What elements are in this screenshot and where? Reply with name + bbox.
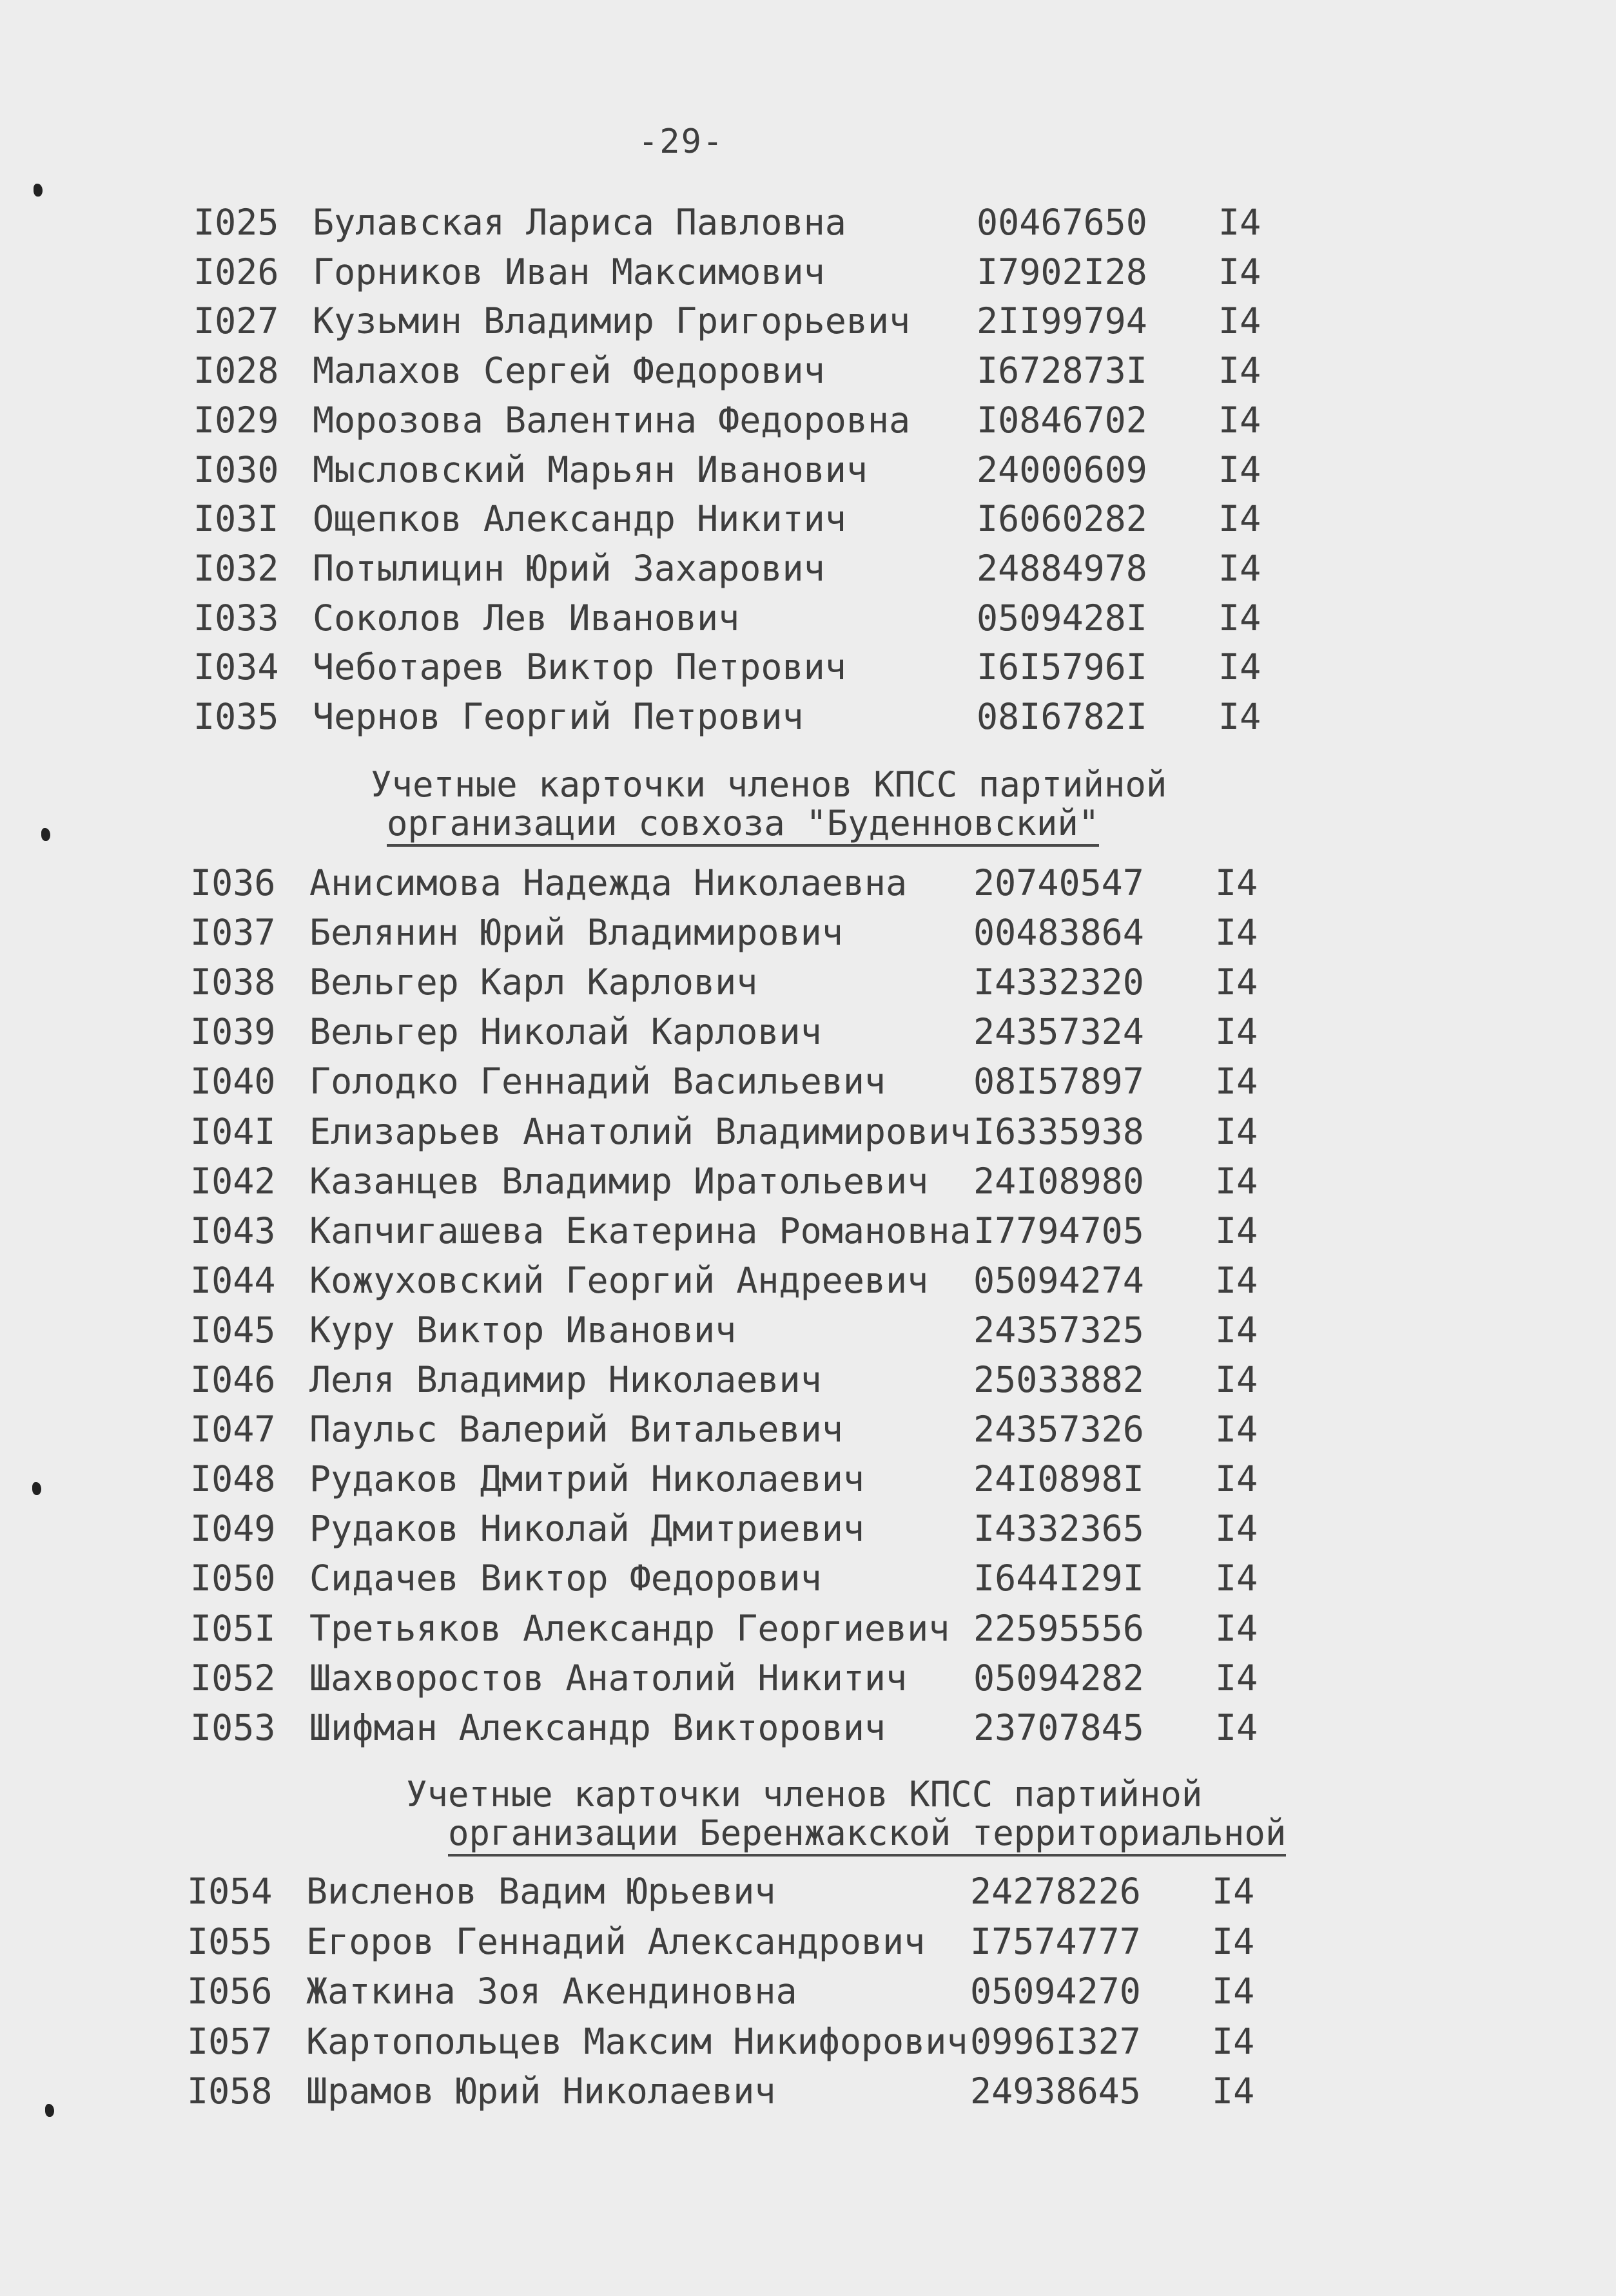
party-card-number: 24884978	[977, 547, 1147, 589]
category-code: I4	[1215, 1110, 1258, 1152]
party-card-number: 0509428I	[977, 597, 1147, 639]
row-number: I046	[190, 1359, 276, 1400]
member-name: Паульс Валерий Витальевич	[309, 1409, 843, 1451]
row-number: I035	[193, 696, 279, 737]
row-number: I025	[193, 202, 279, 243]
member-name: Булавская Лариса Павловна	[313, 202, 846, 243]
row-number: I057	[187, 2020, 273, 2062]
category-code: I4	[1212, 1920, 1255, 1962]
page-number: -29-	[638, 122, 725, 161]
member-name: Рудаков Николай Дмитриевич	[309, 1508, 864, 1550]
section-heading	[0, 766, 1167, 847]
row-number: I050	[190, 1558, 276, 1599]
party-card-number: I7574777	[970, 1920, 1141, 1962]
member-name: Анисимова Надежда Николаевна	[309, 862, 908, 903]
member-name: Рудаков Дмитрий Николаевич	[309, 1458, 864, 1500]
section-heading-line: Учетные карточки членов КПСС партийной	[406, 1774, 1203, 1815]
member-name: Ощепков Александр Никитич	[313, 498, 846, 540]
section-heading-line: организации совхоза "Буденновский"	[387, 804, 1099, 847]
member-name: Чеботарев Виктор Петрович	[313, 646, 846, 688]
category-code: I4	[1218, 597, 1261, 639]
member-name: Шрамов Юрий Николаевич	[306, 2070, 776, 2112]
category-code: I4	[1215, 1061, 1258, 1103]
category-code: I4	[1215, 1607, 1258, 1649]
category-code: I4	[1212, 2070, 1255, 2112]
row-number: I055	[187, 1920, 273, 1962]
row-number: I056	[187, 1971, 273, 2012]
party-card-number: 05094274	[973, 1259, 1144, 1301]
row-number: I033	[193, 597, 279, 639]
category-code: I4	[1215, 1359, 1258, 1400]
member-name: Шифман Александр Викторович	[309, 1706, 886, 1748]
category-code: I4	[1212, 1971, 1255, 2012]
party-card-number: I4332365	[973, 1508, 1144, 1550]
member-name: Вельгер Карл Карлович	[309, 961, 758, 1003]
category-code: I4	[1215, 1657, 1258, 1699]
member-name: Горников Иван Максимович	[313, 251, 825, 293]
category-code: I4	[1215, 1309, 1258, 1351]
party-card-number: I6I5796I	[977, 646, 1147, 688]
member-name: Шахворостов Анатолий Никитич	[309, 1657, 908, 1699]
member-name: Елизарьев Анатолий Владимирович	[309, 1110, 971, 1152]
row-number: I052	[190, 1657, 276, 1699]
category-code: I4	[1215, 1210, 1258, 1251]
party-card-number: 24I08980	[973, 1160, 1144, 1202]
category-code: I4	[1218, 300, 1261, 342]
category-code: I4	[1215, 1409, 1258, 1451]
member-name: Вельгер Николай Карлович	[309, 1011, 822, 1053]
party-card-number: I6060282	[977, 498, 1147, 540]
member-name: Кузьмин Владимир Григорьевич	[313, 300, 911, 342]
row-number: I032	[193, 547, 279, 589]
party-card-number: 08I6782I	[977, 696, 1147, 737]
row-number: I054	[187, 1871, 273, 1912]
member-name: Куру Виктор Иванович	[309, 1309, 737, 1351]
row-number: I030	[193, 449, 279, 490]
category-code: I4	[1218, 646, 1261, 688]
member-name: Кожуховский Георгий Андреевич	[309, 1259, 929, 1301]
binding-hole-mark	[32, 1482, 41, 1495]
member-name: Висленов Вадим Юрьевич	[306, 1871, 776, 1912]
member-name: Чернов Георгий Петрович	[313, 696, 804, 737]
row-number: I043	[190, 1210, 276, 1251]
category-code: I4	[1215, 1259, 1258, 1301]
row-number: I034	[193, 646, 279, 688]
row-number: I04I	[190, 1110, 276, 1152]
member-name: Третьяков Александр Георгиевич	[309, 1607, 950, 1649]
row-number: I044	[190, 1259, 276, 1301]
category-code: I4	[1212, 2020, 1255, 2062]
binding-hole-mark	[34, 184, 43, 197]
category-code: I4	[1215, 1706, 1258, 1748]
row-number: I038	[190, 961, 276, 1003]
party-card-number: I7794705	[973, 1210, 1144, 1251]
member-name: Сидачев Виктор Федорович	[309, 1558, 822, 1599]
category-code: I4	[1218, 696, 1261, 737]
party-card-number: 24357325	[973, 1309, 1144, 1351]
category-code: I4	[1215, 912, 1258, 954]
party-card-number: I7902I28	[977, 251, 1147, 293]
row-number: I029	[193, 399, 279, 441]
party-card-number: 00483864	[973, 912, 1144, 954]
row-number: I042	[190, 1160, 276, 1202]
category-code: I4	[1215, 1508, 1258, 1550]
member-name: Капчигашева Екатерина Романовна	[309, 1210, 971, 1251]
member-name: Соколов Лев Иванович	[313, 597, 740, 639]
section-heading-line: Учетные карточки членов КПСС партийной	[371, 764, 1167, 805]
category-code: I4	[1218, 202, 1261, 243]
party-card-number: I644I29I	[973, 1558, 1144, 1599]
party-card-number: I4332320	[973, 961, 1144, 1003]
party-card-number: I672873I	[977, 350, 1147, 392]
category-code: I4	[1218, 350, 1261, 392]
party-card-number: 22595556	[973, 1607, 1144, 1649]
section-heading-line: организации Беренжакской территориальной	[448, 1814, 1286, 1857]
category-code: I4	[1218, 498, 1261, 540]
category-code: I4	[1215, 1458, 1258, 1500]
category-code: I4	[1212, 1871, 1255, 1912]
row-number: I058	[187, 2070, 273, 2112]
row-number: I049	[190, 1508, 276, 1550]
category-code: I4	[1215, 1160, 1258, 1202]
member-name: Белянин Юрий Владимирович	[309, 912, 843, 954]
category-code: I4	[1215, 862, 1258, 903]
row-number: I026	[193, 251, 279, 293]
member-name: Голодко Геннадий Васильевич	[309, 1061, 886, 1103]
row-number: I053	[190, 1706, 276, 1748]
party-card-number: I6335938	[973, 1110, 1144, 1152]
party-card-number: 20740547	[973, 862, 1144, 903]
row-number: I039	[190, 1011, 276, 1053]
category-code: I4	[1218, 547, 1261, 589]
party-card-number: 05094282	[973, 1657, 1144, 1699]
row-number: I028	[193, 350, 279, 392]
member-name: Казанцев Владимир Иратольевич	[309, 1160, 929, 1202]
row-number: I048	[190, 1458, 276, 1500]
member-name: Малахов Сергей Федорович	[313, 350, 825, 392]
member-name: Потылицин Юрий Захарович	[313, 547, 825, 589]
party-card-number: 2II99794	[977, 300, 1147, 342]
party-card-number: 24938645	[970, 2070, 1141, 2112]
party-card-number: 05094270	[970, 1971, 1141, 2012]
party-card-number: 24357326	[973, 1409, 1144, 1451]
member-name: Егоров Геннадий Александрович	[306, 1920, 926, 1962]
member-name: Жаткина Зоя Акендиновна	[306, 1971, 797, 2012]
member-name: Мысловский Марьян Иванович	[313, 449, 868, 490]
category-code: I4	[1218, 399, 1261, 441]
member-name: Морозова Валентина Федоровна	[313, 399, 911, 441]
party-card-number: 00467650	[977, 202, 1147, 243]
row-number: I047	[190, 1409, 276, 1451]
row-number: I05I	[190, 1607, 276, 1649]
party-card-number: 25033882	[973, 1359, 1144, 1400]
party-card-number: 08I57897	[973, 1061, 1144, 1103]
party-card-number: 24278226	[970, 1871, 1141, 1912]
category-code: I4	[1215, 961, 1258, 1003]
party-card-number: 24I0898I	[973, 1458, 1144, 1500]
party-card-number: 23707845	[973, 1706, 1144, 1748]
section-heading	[0, 1775, 1286, 1857]
category-code: I4	[1215, 1011, 1258, 1053]
party-card-number: 24357324	[973, 1011, 1144, 1053]
member-name: Картопольцев Максим Никифорович	[306, 2020, 968, 2062]
party-card-number: 24000609	[977, 449, 1147, 490]
row-number: I045	[190, 1309, 276, 1351]
row-number: I036	[190, 862, 276, 903]
party-card-number: 0996I327	[970, 2020, 1141, 2062]
party-card-number: I0846702	[977, 399, 1147, 441]
binding-hole-mark	[45, 2104, 54, 2117]
category-code: I4	[1218, 251, 1261, 293]
row-number: I03I	[193, 498, 279, 540]
category-code: I4	[1218, 449, 1261, 490]
row-number: I040	[190, 1061, 276, 1103]
member-name: Леля Владимир Николаевич	[309, 1359, 822, 1400]
row-number: I027	[193, 300, 279, 342]
row-number: I037	[190, 912, 276, 954]
category-code: I4	[1215, 1558, 1258, 1599]
